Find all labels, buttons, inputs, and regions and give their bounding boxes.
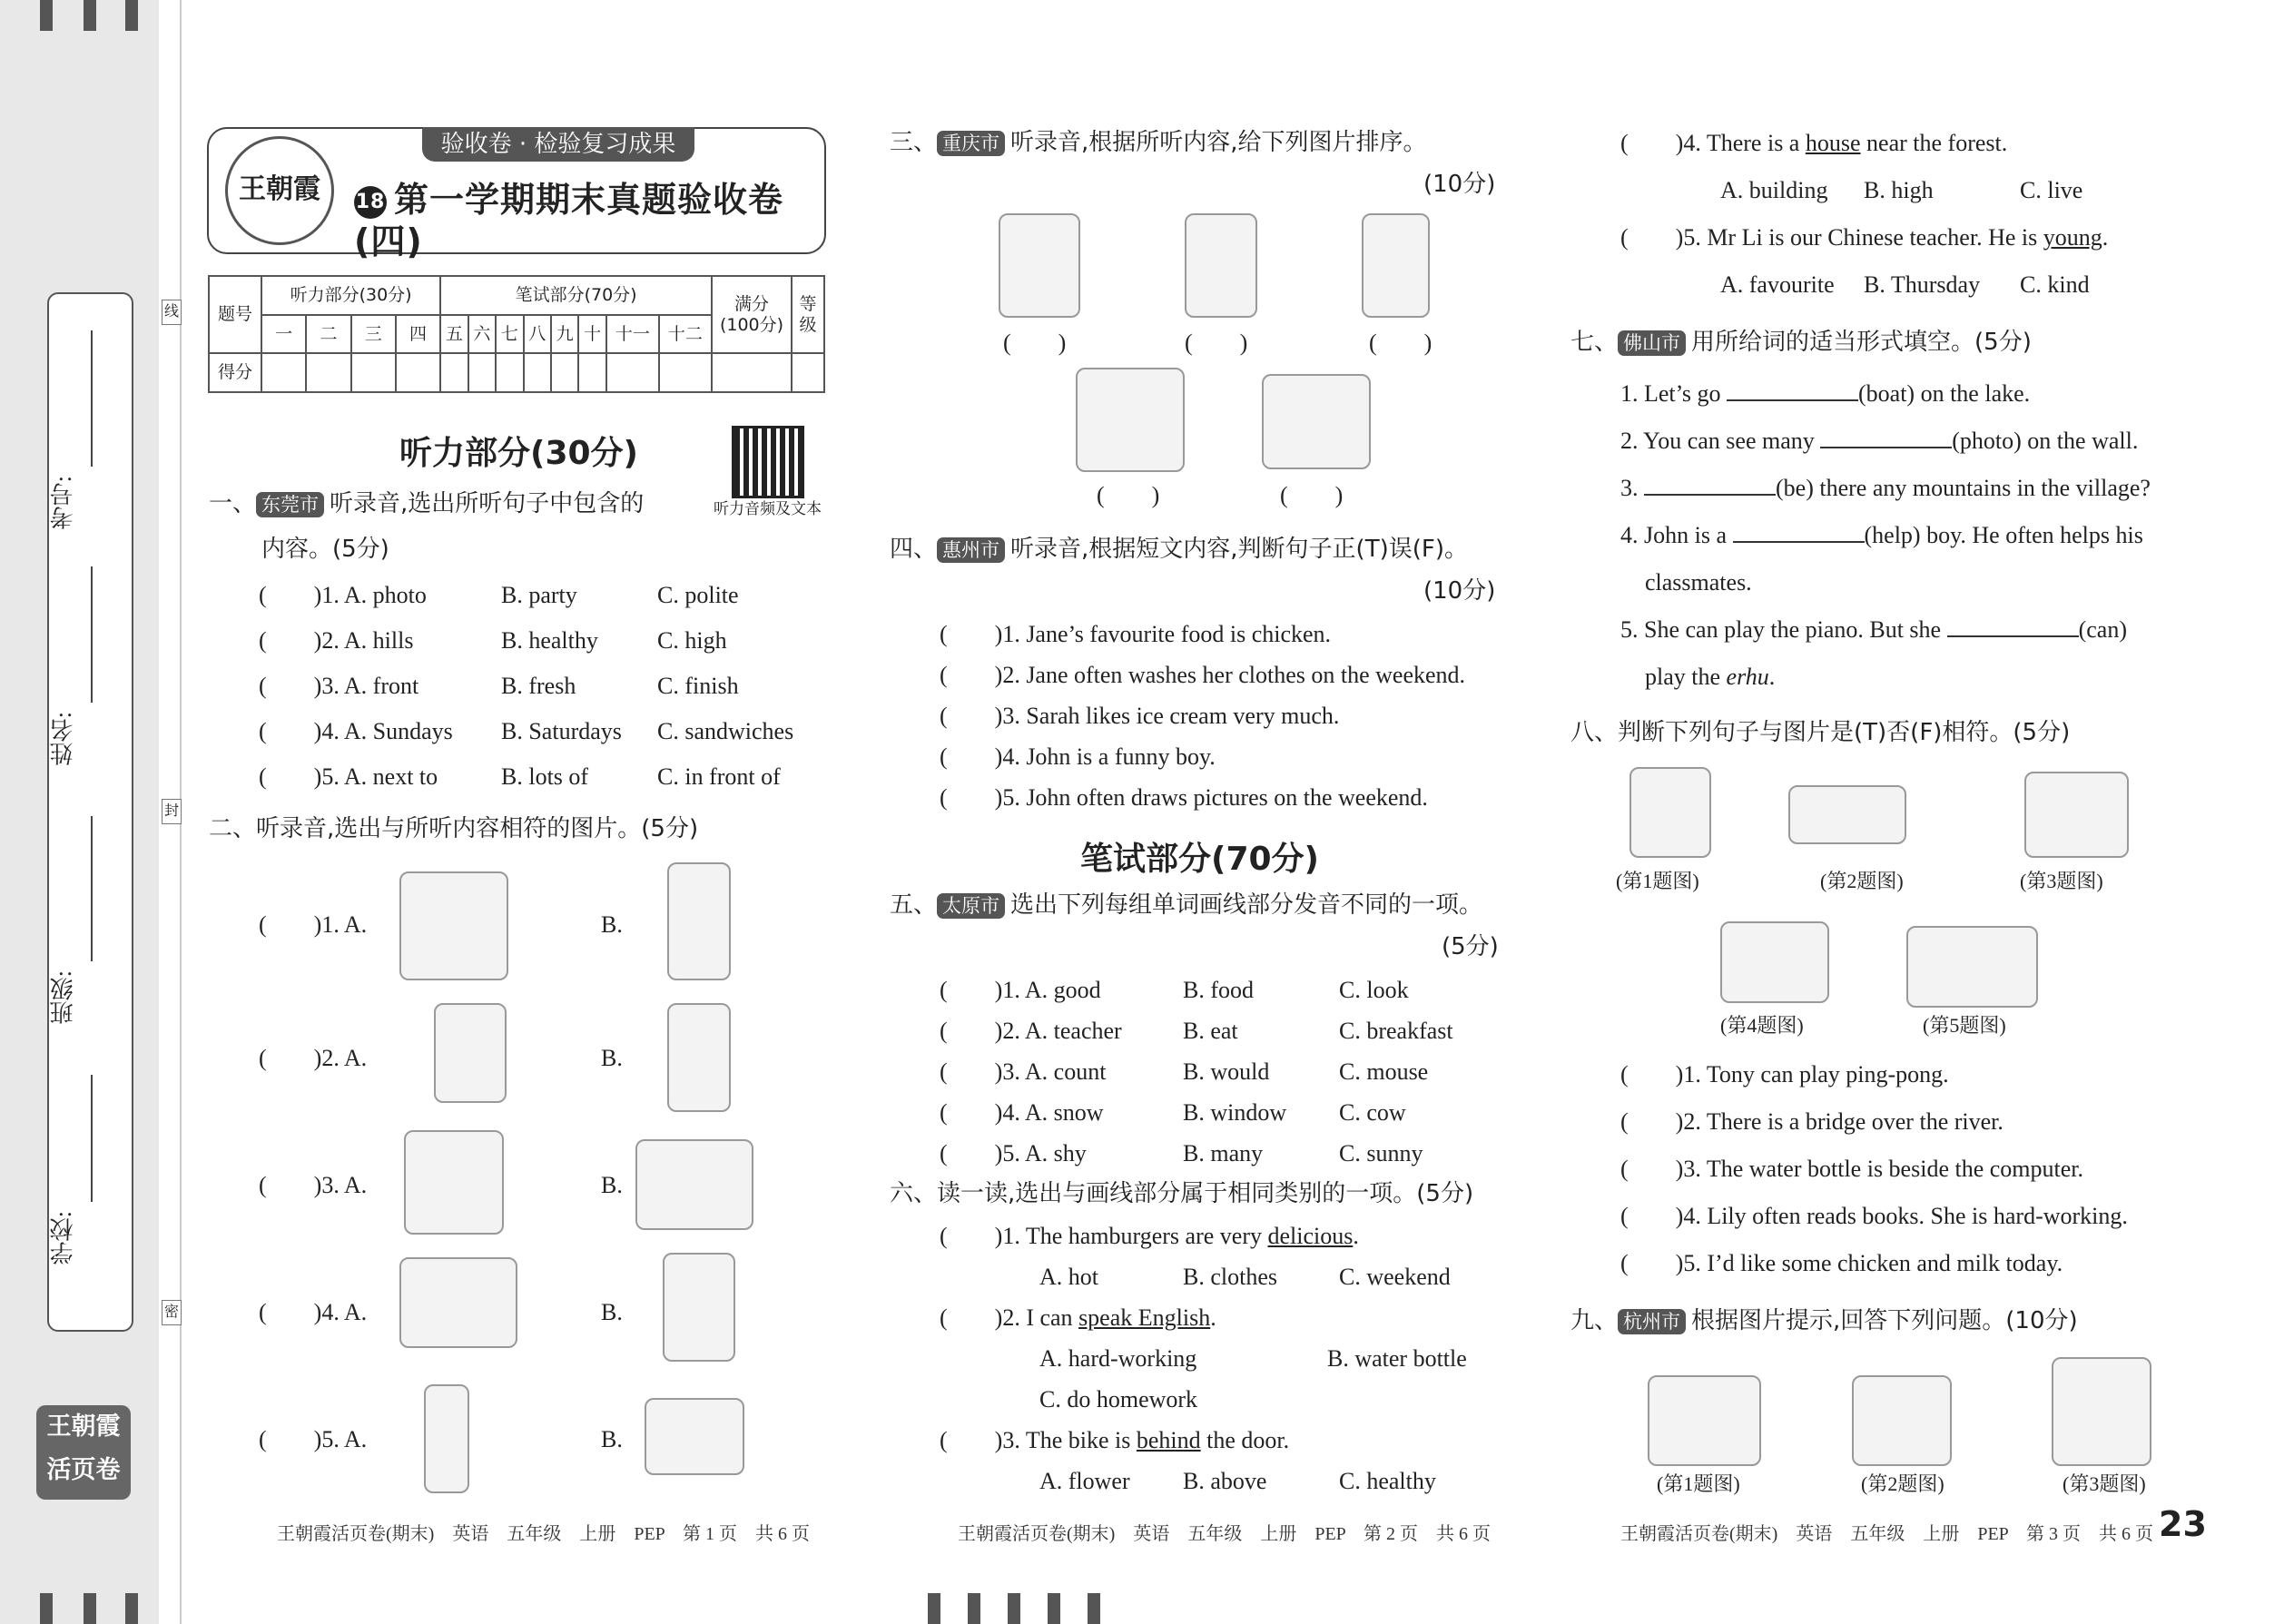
s2-q1-b: B.: [601, 911, 623, 938]
q-prefix: ( )3. A.: [940, 1058, 1054, 1085]
qr-code[interactable]: [732, 426, 804, 498]
q-text-end: (photo) on the wall.: [1952, 428, 2139, 454]
underlined-word: young: [2043, 224, 2102, 251]
sec-text: 听录音,根据短文内容,判断句子正(T)误(F)。: [1010, 536, 1468, 563]
s8-caption-3: (第3题图): [2020, 870, 2103, 892]
s7-q1: [1620, 379, 2030, 408]
girl-dancing-illustration: [1362, 213, 1430, 318]
s2-q2-b: B.: [601, 1045, 623, 1071]
underlined-word: behind: [1136, 1427, 1201, 1453]
page-title: [354, 180, 824, 262]
s5-q1[interactable]: [940, 976, 1101, 1004]
s2-q3[interactable]: ( )3. A.: [259, 1172, 368, 1198]
page-number: 23: [2159, 1504, 2207, 1544]
score-cell[interactable]: [496, 353, 523, 392]
listening-header: 听力部分(30分): [261, 276, 440, 315]
region-tag: 惠州市: [937, 537, 1005, 563]
q-num: 三: [351, 315, 396, 354]
sec-num: 五、: [890, 891, 938, 919]
score-cell[interactable]: [306, 353, 350, 392]
section-4-points: (10分): [1423, 577, 1496, 605]
s5-q2-c: C. breakfast: [1339, 1018, 1453, 1044]
computer-illustration: [2024, 772, 2129, 858]
q-text-end: the door.: [1200, 1427, 1290, 1453]
q-text-end: (boat) on the lake.: [1858, 380, 2031, 407]
s2-q1[interactable]: ( )1. A.: [259, 911, 368, 938]
name-label: 姓名:: [50, 712, 76, 766]
s1-q4-b: B. Saturdays: [501, 718, 622, 744]
school-label: 学校:: [50, 1211, 76, 1265]
s2-q4-b: B.: [601, 1299, 623, 1325]
girl-kung-fu-illustration: [2052, 1357, 2151, 1466]
col-label: 题号: [209, 276, 261, 353]
score-cell[interactable]: [261, 353, 306, 392]
q-num: 二: [306, 315, 350, 354]
score-cell[interactable]: [578, 353, 605, 392]
s5-q4-b: B. window: [1183, 1099, 1287, 1126]
q-prefix: ( )5. A.: [940, 1140, 1054, 1166]
listening-title: 听力部分(30分): [399, 435, 639, 472]
q-text: ( )5. Mr Li is our Chinese teacher. He is: [1620, 224, 2043, 251]
s3-blank-4[interactable]: ( ): [1097, 482, 1160, 508]
q-num: 七: [496, 315, 523, 354]
boy-reading-illustration: [434, 1003, 507, 1103]
answer-blank[interactable]: [1947, 617, 2079, 637]
s8-q4[interactable]: ( )4. Lily often reads books. She is hard-working.: [1620, 1203, 2128, 1229]
s4-q2[interactable]: ( )2. Jane often washes her clothes on the weekend.: [940, 662, 1466, 688]
s1-q2-c: C. high: [657, 627, 727, 654]
s2-q2[interactable]: ( )2. A.: [259, 1045, 368, 1071]
answer-blank[interactable]: [1733, 523, 1865, 543]
s4-q5[interactable]: ( )5. John often draws pictures on the weekend.: [940, 784, 1428, 811]
s8-q3[interactable]: ( )3. The water bottle is beside the computer.: [1620, 1156, 2083, 1182]
q-text: ( )1. The hamburgers are very: [940, 1223, 1268, 1249]
sec-num: 一、: [209, 490, 257, 517]
brand-sub: 活页卷: [46, 1456, 121, 1484]
answer-blank[interactable]: [1820, 428, 1952, 448]
s3-blank-5[interactable]: ( ): [1280, 482, 1344, 508]
s2-q5[interactable]: ( )5. A.: [259, 1426, 368, 1452]
option-a: shy: [1053, 1140, 1087, 1166]
italic-word: erhu: [1726, 664, 1769, 690]
bar-mark: [1008, 1593, 1020, 1624]
s1-q2-b: B. healthy: [501, 627, 598, 654]
s5-q5[interactable]: [940, 1139, 1087, 1167]
option-a: good: [1053, 977, 1101, 1003]
bar-mark: [125, 1593, 138, 1624]
s1-q1[interactable]: ( )1. A. photo: [259, 582, 427, 608]
s6-q4[interactable]: [1620, 129, 2007, 157]
score-cell[interactable]: [468, 353, 496, 392]
region-tag: 东莞市: [256, 492, 324, 517]
s8-q1[interactable]: ( )1. Tony can play ping-pong.: [1620, 1061, 1949, 1088]
sec-text: 听录音,选出所听句子中包含的: [330, 490, 645, 517]
q-num: 十: [578, 315, 605, 354]
girl-washing-illustration: [999, 213, 1080, 318]
s7-q4: [1620, 521, 2143, 549]
chicken-and-milk-illustration: [1906, 926, 2038, 1008]
s6-q5-b: B. Thursday: [1864, 271, 1981, 298]
exam-number-label: 考号:: [50, 476, 76, 530]
s6-q3-b: B. above: [1183, 1468, 1267, 1494]
q-prefix: ( )1. A.: [940, 977, 1054, 1003]
region-tag: 佛山市: [1618, 330, 1686, 356]
footer-page-3: 王朝霞活页卷(期末) 英语 五年级 上册 PEP 第 3 页 共 6 页: [1620, 1524, 2154, 1544]
q-prefix: ( )2. A.: [940, 1018, 1054, 1044]
s7-q3: [1620, 474, 2151, 502]
s1-q5-b: B. lots of: [501, 763, 589, 790]
section-3-points: (10分): [1423, 171, 1496, 198]
score-table: [208, 275, 825, 393]
bar-mark: [40, 1593, 53, 1624]
q-text: 4. John is a: [1620, 522, 1733, 548]
s6-q5-c: C. kind: [2020, 271, 2090, 298]
s5-q2[interactable]: [940, 1017, 1122, 1045]
bar-mark: [1048, 1593, 1060, 1624]
s5-q3[interactable]: [940, 1058, 1106, 1086]
s5-q5-c: C. sunny: [1339, 1140, 1423, 1166]
s5-q3-b: B. would: [1183, 1058, 1270, 1085]
score-cell[interactable]: [606, 353, 659, 392]
cut-mark: 线: [162, 300, 182, 325]
dog-with-ball-illustration: [635, 1139, 753, 1230]
school-emblem: 王朝霞: [225, 136, 334, 245]
qr-caption: 听力音频及文本: [714, 500, 822, 518]
s3-blank-3[interactable]: ( ): [1369, 330, 1433, 356]
s1-q4[interactable]: ( )4. A. Sundays: [259, 718, 453, 744]
score-cell[interactable]: [524, 353, 551, 392]
underlined-word: delicious: [1267, 1223, 1354, 1249]
s5-q4[interactable]: [940, 1098, 1104, 1127]
s6-q4-c: C. live: [2020, 177, 2083, 203]
underlined-word: speak English: [1078, 1304, 1211, 1331]
q-text-end: (be) there any mountains in the village?: [1776, 475, 2151, 501]
title-text: 第一学期期末真题验收卷(四): [354, 180, 784, 261]
underlined-word: house: [1805, 130, 1861, 156]
q-text: play the: [1645, 664, 1727, 690]
s6-q3-a: A. flower: [1039, 1468, 1130, 1494]
footer-page-1: 王朝霞活页卷(期末) 英语 五年级 上册 PEP 第 1 页 共 6 页: [277, 1524, 811, 1544]
q-num: 九: [551, 315, 578, 354]
s6-q3-c: C. healthy: [1339, 1468, 1436, 1494]
teacup-illustration: [645, 1398, 744, 1475]
sec-num: 七、: [1570, 329, 1619, 356]
region-tag: 太原市: [937, 893, 1005, 919]
sec-text: 听录音,根据所听内容,给下列图片排序。: [1010, 129, 1427, 156]
section-9-title: [1570, 1307, 2078, 1335]
section-7-title: [1570, 329, 2032, 357]
q-num: 十一: [606, 315, 659, 354]
s5-q1-b: B. food: [1183, 977, 1254, 1003]
footer-page-2: 王朝霞活页卷(期末) 英语 五年级 上册 PEP 第 2 页 共 6 页: [958, 1524, 1492, 1544]
girl-reading-illustration: [1720, 921, 1829, 1003]
s5-q3-c: C. mouse: [1339, 1058, 1429, 1085]
s6-q3[interactable]: [940, 1426, 1289, 1454]
option-a: teacher: [1053, 1018, 1122, 1044]
q-num: 十二: [659, 315, 712, 354]
q-text: ( )3. The bike is: [940, 1427, 1137, 1453]
s6-q2-a: A. hard-working: [1039, 1345, 1197, 1372]
s6-q4-a: A. building: [1720, 177, 1828, 203]
s4-q4[interactable]: ( )4. John is a funny boy.: [940, 743, 1216, 770]
q-prefix: ( )4. A.: [940, 1099, 1054, 1126]
s7-q5: [1620, 615, 2127, 644]
father-and-child-illustration: [1185, 213, 1257, 318]
hamburgers-illustration: [1262, 374, 1371, 469]
s9-caption-1: (第1题图): [1657, 1472, 1740, 1495]
class-label: 班级:: [50, 970, 76, 1025]
q-num: 一: [261, 315, 306, 354]
q-text: 2. You can see many: [1620, 428, 1821, 454]
s8-caption-5: (第5题图): [1923, 1014, 2006, 1037]
sec-num: 四、: [890, 536, 938, 563]
bar-mark: [84, 0, 96, 31]
s1-q4-c: C. sandwiches: [657, 718, 794, 744]
s8-q2[interactable]: ( )2. There is a bridge over the river.: [1620, 1108, 2004, 1135]
answer-blank[interactable]: [1644, 476, 1776, 496]
s2-q4[interactable]: ( )4. A.: [259, 1299, 368, 1325]
brand-name: 王朝霞: [46, 1412, 121, 1441]
s8-caption-2: (第2题图): [1820, 870, 1904, 892]
s8-caption-1: (第1题图): [1616, 870, 1699, 892]
bar-mark: [968, 1593, 980, 1624]
s1-q2[interactable]: ( )2. A. hills: [259, 627, 414, 654]
grade-header: 等级: [792, 276, 824, 353]
exam-number-badge: 18: [354, 186, 387, 219]
section-4-title: [890, 536, 1468, 564]
cut-mark: 封: [162, 799, 182, 824]
score-cell[interactable]: [551, 353, 578, 392]
q-num: 四: [396, 315, 440, 354]
score-cell[interactable]: [351, 353, 396, 392]
s1-q3-c: C. finish: [657, 673, 739, 699]
s1-q5-c: C. in front of: [657, 763, 781, 790]
region-tag: 重庆市: [937, 131, 1005, 156]
boy-singing-illustration: [663, 1253, 735, 1362]
section-8-title: 八、判断下列句子与图片是(T)否(F)相符。(5分): [1570, 719, 2071, 746]
score-label: 得分: [209, 353, 261, 392]
score-cell[interactable]: [659, 353, 712, 392]
s1-q3-b: B. fresh: [501, 673, 576, 699]
region-tag: 杭州市: [1618, 1309, 1686, 1334]
q-num: 八: [524, 315, 551, 354]
s4-q3[interactable]: ( )3. Sarah likes ice cream very much.: [940, 703, 1340, 729]
s6-q1[interactable]: ( )1. The hamburgers are very delicious.: [940, 1223, 1359, 1249]
q-text-end: near the forest.: [1860, 130, 2008, 156]
exam-number-line[interactable]: [91, 330, 93, 467]
writing-header: 笔试部分(70分): [440, 276, 712, 315]
header-tab: 验收卷 · 检验复习成果: [422, 127, 694, 162]
q-text-end: (can): [2078, 616, 2128, 643]
teacher-at-blackboard-illustration: [1648, 1375, 1761, 1466]
exam-header: [207, 127, 826, 261]
section-1-title: [209, 490, 644, 518]
s6-q2-c: C. do homework: [1039, 1386, 1198, 1412]
boy-playing-football-illustration: [1629, 767, 1711, 858]
sec-text: 用所给词的适当形式填空。(5分): [1691, 329, 2032, 356]
bar-mark: [84, 1593, 96, 1624]
sec-num: 九、: [1570, 1307, 1619, 1334]
s6-q5[interactable]: ( )5. Mr Li is our Chinese teacher. He is young.: [1620, 224, 2109, 251]
sec-text: 根据图片提示,回答下列问题。(10分): [1691, 1307, 2078, 1334]
s8-q5[interactable]: ( )5. I’d like some chicken and milk today.: [1620, 1250, 2063, 1276]
writing-title: 笔试部分(70分): [1080, 841, 1320, 878]
s5-q1-c: C. look: [1339, 977, 1409, 1003]
section-6-title: 六、读一读,选出与画线部分属于相同类别的一项。(5分): [890, 1180, 1474, 1207]
option-a: count: [1053, 1058, 1107, 1085]
score-cell[interactable]: [440, 353, 468, 392]
score-cell[interactable]: [792, 353, 824, 392]
swimming-illustration: [399, 1257, 517, 1348]
s7-q5-cont: [1645, 663, 1775, 691]
s1-q3[interactable]: ( )3. A. front: [259, 673, 419, 699]
s6-q2-b: B. water bottle: [1327, 1345, 1467, 1372]
bar-mark: [928, 1593, 940, 1624]
student-info-box: [47, 292, 133, 1332]
s3-blank-1[interactable]: ( ): [1003, 330, 1067, 356]
section-1-title-cont: 内容。(5分): [261, 536, 389, 563]
s9-caption-3: (第3题图): [2063, 1472, 2146, 1495]
s7-q4-cont: classmates.: [1645, 569, 1752, 595]
full-label: 满分: [733, 293, 769, 314]
q-text: 5. She can play the piano. But she: [1620, 616, 1947, 643]
s5-q5-b: B. many: [1183, 1140, 1264, 1166]
s6-q1-a: A. hot: [1039, 1264, 1098, 1290]
cut-mark: 密: [162, 1300, 182, 1325]
s2-q5-b: B.: [601, 1426, 623, 1452]
section-2-title: 二、听录音,选出与所听内容相符的图片。(5分): [209, 815, 699, 842]
section-5-title: [890, 891, 1482, 920]
plant-and-dog-illustration: [404, 1130, 504, 1235]
s2-q3-b: B.: [601, 1172, 623, 1198]
score-cell[interactable]: [712, 353, 792, 392]
q-text: 1. Let’s go: [1620, 380, 1727, 407]
s6-q5-a: A. favourite: [1720, 271, 1835, 298]
bridge-illustration: [1788, 785, 1906, 844]
bar-mark: [1088, 1593, 1100, 1624]
section-5-points: (5分): [1442, 933, 1499, 960]
s1-q1-c: C. polite: [657, 582, 739, 608]
s8-caption-4: (第4题图): [1720, 1014, 1804, 1037]
q-text: ( )4. There is a: [1620, 130, 1806, 156]
school-line[interactable]: [91, 1075, 93, 1202]
option-a: snow: [1053, 1099, 1104, 1126]
s4-q1[interactable]: ( )1. Jane’s favourite food is chicken.: [940, 621, 1332, 647]
name-line[interactable]: [91, 566, 93, 703]
bar-mark: [125, 0, 138, 31]
full-score: [712, 276, 792, 353]
s6-q1-c: C. weekend: [1339, 1264, 1451, 1290]
q-text: 3.: [1620, 475, 1644, 501]
brand-logo: [36, 1405, 131, 1500]
sec-text: 选出下列每组单词画线部分发音不同的一项。: [1010, 891, 1483, 919]
sec-num: 三、: [890, 129, 938, 156]
s1-q1-b: B. party: [501, 582, 577, 608]
s1-q5[interactable]: ( )5. A. next to: [259, 763, 438, 790]
s7-q2: [1620, 427, 2138, 455]
s5-q4-c: C. cow: [1339, 1099, 1406, 1126]
milk-bottle-illustration: [424, 1384, 469, 1493]
section-3-title: [890, 129, 1427, 157]
boy-saying-hello-illustration: [399, 871, 508, 980]
q-num: 六: [468, 315, 496, 354]
q-num: 五: [440, 315, 468, 354]
s3-blank-2[interactable]: ( ): [1185, 330, 1248, 356]
s6-q2[interactable]: ( )2. I can speak English.: [940, 1304, 1216, 1331]
score-cell[interactable]: [396, 353, 440, 392]
s6-q4-b: B. high: [1864, 177, 1934, 203]
answer-blank[interactable]: [1727, 381, 1858, 401]
q-text-end: .: [1768, 664, 1776, 690]
house-illustration: [1076, 368, 1185, 472]
q-text: ( )2. I can: [940, 1304, 1079, 1331]
s5-q2-b: B. eat: [1183, 1018, 1238, 1044]
class-line[interactable]: [91, 816, 93, 961]
bar-mark: [40, 0, 53, 31]
s9-caption-2: (第2题图): [1861, 1472, 1944, 1495]
food-basket-illustration: [1852, 1375, 1952, 1466]
full-value: (100分): [719, 314, 784, 335]
boy-basketball-illustration: [667, 1003, 731, 1112]
boy-pointing-illustration: [667, 862, 731, 980]
s6-q1-b: B. clothes: [1183, 1264, 1277, 1290]
q-text-end: (help) boy. He often helps his: [1864, 522, 2143, 548]
